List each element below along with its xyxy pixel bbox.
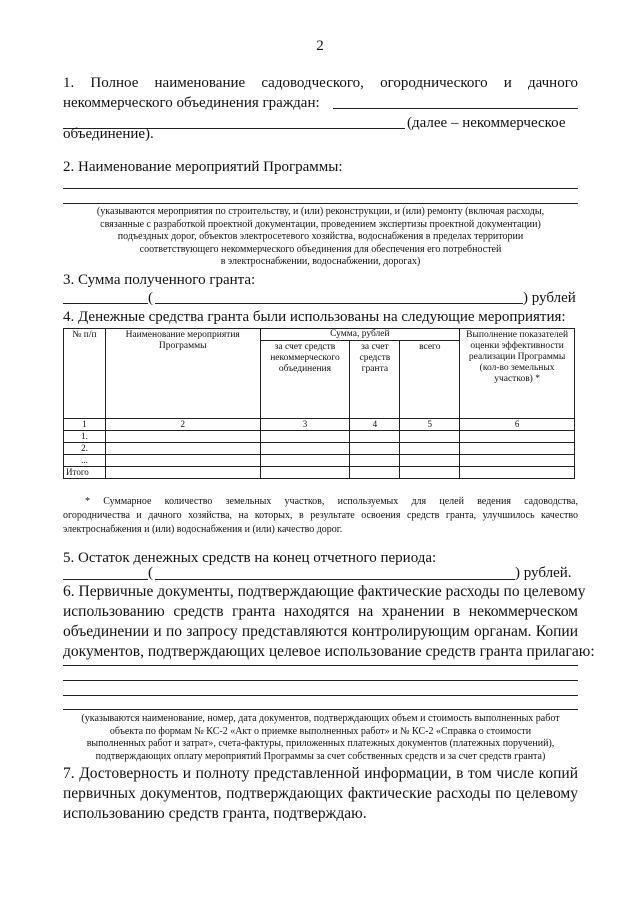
measures-table bbox=[63, 328, 575, 479]
th-measure-name: Наименование мероприятия Программы bbox=[105, 329, 260, 419]
section-2-title: 2. Наименование мероприятий Программы: bbox=[63, 159, 343, 175]
section-5-title: 5. Остаток денежных средств на конец отчетного периода: bbox=[63, 550, 437, 566]
grant-sum-unit: ) рублей bbox=[523, 290, 576, 306]
measures-line-1 bbox=[63, 188, 578, 189]
col-number-5: 5 bbox=[400, 419, 460, 431]
section-6-line-1: 6. Первичные документы, подтверждающие фактические расходы по целевому bbox=[63, 583, 586, 600]
section-6-note: (указываются наименование, номер, дата документов, подтверждающих объем и стоимость выполненных работ объекта по формам № КС-2 «Акт о приемке выполненных работ» и № КС-2 «Справка о стоимости выполненных работ и затрат», счета-фактуры, приложенных платежных документов (платежных поручений), подтверждающих оплату мероприятий Программы за счет собственных средств и за счет средств гранта) bbox=[81, 713, 560, 762]
page-number: 2 bbox=[316, 38, 324, 54]
balance-open-paren: ( bbox=[148, 565, 153, 581]
section-7-line-3: использованию средств гранта, подтверждаю. bbox=[63, 805, 367, 822]
grant-sum-words-line bbox=[155, 303, 523, 304]
grant-sum-open-paren: ( bbox=[148, 290, 153, 306]
table-footnote: * Суммарное количество земельных участков, используемых для целей ведения садоводства, огородничества и дачного хозяйства, на которых, в результате освоения средств гранта, улучшилось качество электроснабжения и (или) водоснабжения и (или) качество дорог. bbox=[63, 496, 578, 535]
measures-line-2 bbox=[63, 203, 578, 204]
section-6-line-3: объединении и по запросу представляются контролирующим органам. Копии bbox=[63, 623, 578, 640]
section-3-title: 3. Сумма полученного гранта: bbox=[63, 272, 256, 288]
table-total-row: Итого bbox=[64, 467, 575, 479]
table-row: 1. bbox=[64, 431, 575, 443]
org-name-underline bbox=[333, 108, 578, 109]
section-6-line-2: использованию средств гранта находятся на хранении в некоммерческом bbox=[63, 603, 578, 620]
section-7-line-1: 7. Достоверность и полноту представленной информации, в том числе копий bbox=[63, 765, 578, 782]
documents-line-4 bbox=[63, 709, 578, 710]
balance-unit: ) рублей. bbox=[515, 565, 572, 581]
documents-line-2 bbox=[63, 680, 578, 681]
documents-line-1 bbox=[63, 665, 578, 666]
th-sum: Сумма, рублей bbox=[260, 329, 460, 341]
documents-line-3 bbox=[63, 695, 578, 696]
table-row: ... bbox=[64, 455, 575, 467]
th-grant-funds: за счет средств гранта bbox=[350, 341, 400, 419]
th-number: № п/п bbox=[64, 329, 106, 419]
section-1-line-2: некоммерческого объединения граждан: bbox=[63, 95, 320, 111]
section-7-line-2: первичных документов, подтверждающих фактические расходы по целевому bbox=[63, 785, 578, 802]
col-number-4: 4 bbox=[350, 419, 400, 431]
th-total: всего bbox=[400, 341, 460, 419]
section-1-line-4: объединение). bbox=[63, 126, 154, 142]
section-6-line-4: документов, подтверждающих целевое использование средств гранта прилагаю: bbox=[63, 643, 595, 660]
balance-words-line bbox=[155, 579, 515, 580]
section-2-note: (указываются мероприятия по строительству, и (или) реконструкции, и (или) ремонту (включая расходы, связанные с разработкой проектной документации, проведением экспертизы проектной документации) подъездных дорог, объектов электросетевого хозяйства, водоснабжения в пределах территории соответствующего некоммерческого объединения для обеспечения его потребностей в электроснабжении, водоснабжении, дорогах) bbox=[96, 206, 545, 267]
grant-sum-digits-line bbox=[63, 303, 148, 304]
section-1-line-1: 1. Полное наименование садоводческого, огороднического и дачного bbox=[63, 75, 578, 91]
col-number-3: 3 bbox=[260, 419, 350, 431]
th-own-funds: за счет средств некоммерческого объединения bbox=[260, 341, 350, 419]
col-number-6: 6 bbox=[460, 419, 575, 431]
section-1-line-3: (далее – некоммерческое bbox=[407, 115, 566, 131]
th-performance: Выполнение показателей оценки эффективности реализации Программы (кол-во земельных участков) * bbox=[460, 329, 575, 419]
col-number-2: 2 bbox=[105, 419, 260, 431]
col-number-1: 1 bbox=[64, 419, 106, 431]
balance-digits-line bbox=[63, 579, 148, 580]
section-4-title: 4. Денежные средства гранта были использованы на следующие мероприятия: bbox=[63, 309, 566, 325]
table-row: 2. bbox=[64, 443, 575, 455]
